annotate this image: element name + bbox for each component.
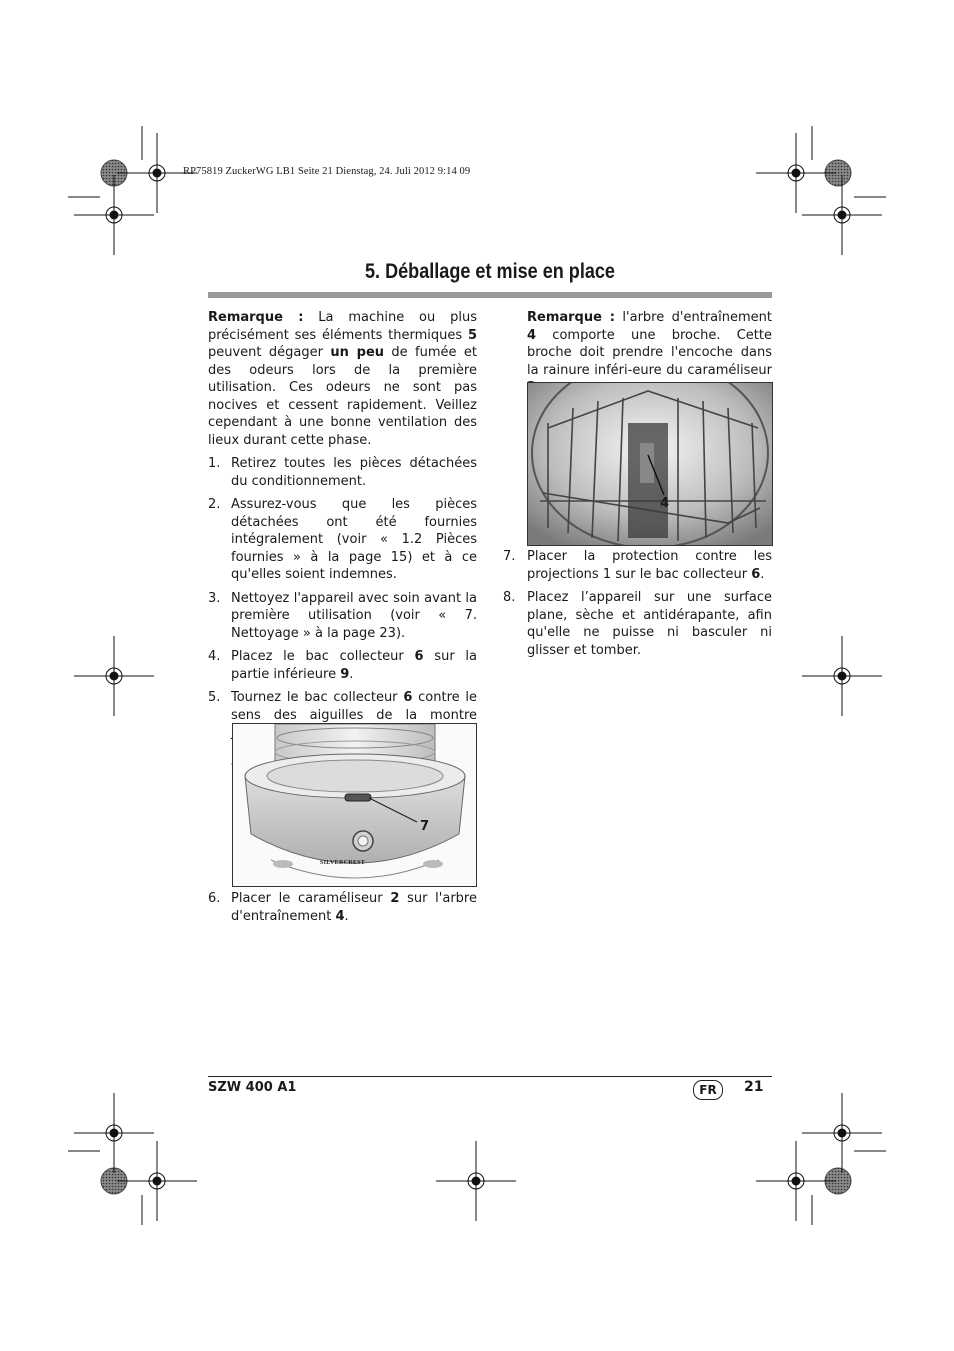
footer-rule [208,1076,772,1077]
left-column [208,309,477,777]
list-item [208,496,477,584]
step-text: contre le sens des aiguilles de la montre [231,690,477,723]
callout-number: 7 [420,819,430,834]
list-item [208,590,477,643]
ref-number: 2 [390,891,400,906]
note-label: Remarque : [208,310,304,325]
emphasis: un peu [330,345,385,360]
step-text: sur la partie inférieure [231,649,477,682]
step-number: 4. [208,649,221,664]
note-text: comporte une broche. Cette broche doit prendre l'encoche dans la rainure inféri-eure du caraméliseur [527,327,772,378]
list-item [208,455,477,490]
model-number: SZW 400 A1 [208,1080,297,1095]
right-column-steps [503,548,772,659]
language-badge: FR [693,1080,723,1100]
step-text: Placez le bac collecteur [231,649,415,664]
step-number: 2. [208,497,221,512]
note-text: La machine ou plus précisément ses éléments thermiques [208,310,477,343]
step-number: 1. [208,456,221,471]
figure-collector-base [232,723,477,887]
step-number: 7. [503,549,516,564]
left-column-step6 [208,890,477,925]
brand-logo: SILVERCREST [320,860,366,866]
ref-number: 4 [335,908,345,924]
step-text: sur l'arbre d'entraînement [231,891,477,924]
step-text: Placer la protection contre les projections 1 sur le bac collecteur [527,549,772,582]
steps-list [503,548,772,659]
title-rule [208,292,772,298]
callout-number: 4 [660,496,670,511]
step-text: Placez l’appareil sur une surface plane, sèche et antidérapante, afin qu'elle ne puisse ni basculer ni glisser et tomber. [527,590,772,658]
ref-number: 9 [340,666,350,682]
step-number: 5. [208,690,221,705]
step-number: 8. [503,590,516,605]
list-item [503,548,772,583]
ref-number: 6 [414,649,424,664]
print-slug: RP75819 ZuckerWG LB1 Seite 21 Dienstag, 24. Juli 2012 9:14 09 [183,166,471,177]
list-item [208,648,477,683]
ref-number: 6 [403,690,413,705]
step-text: Retirez toutes les pièces détachées du conditionnement. [231,456,477,489]
step-text: . [344,908,349,924]
step-number: 3. [208,590,221,606]
list-item [208,890,477,925]
ref-number: 4 [527,327,537,343]
note-text: l'arbre d'entraînement [614,310,772,325]
note-label: Remarque : [527,310,615,325]
note-paragraph [208,309,477,449]
figure-caramelizer [527,382,773,546]
note-text: peuvent dégager [208,345,331,360]
caramelizer-illustration [528,383,772,545]
step-text: Nettoyez l'appareil avec soin avant la première utilisation (voir « 7. Nettoyage » à la page 23). [231,590,477,641]
step-text: Placer le caraméliseur [231,891,391,906]
step-number: 6. [208,891,221,906]
step-text: . [349,666,354,682]
step-text: . [760,566,765,582]
note-text: de fumée et des odeurs lors de la première utilisation. Ces odeurs ne sont pas nocives et cessent rapidement. Veillez cependant à une bonne ventilation des lieux durant cette phase. [208,345,477,448]
list-item [503,589,772,659]
ref-number: 5 [467,327,477,343]
page-number: 21 [744,1079,764,1095]
step-text: Assurez-vous que les pièces détachées ont été fournies intégralement (voir « 1.2 Pièces fournies » à la page 15) et à ce qu'elles soient indemnes. [231,497,477,582]
steps-list [208,890,477,925]
step-text: Tournez le bac collecteur [231,690,404,705]
ref-number: 6 [751,566,761,582]
section-title: 5. Déballage et mise en place [365,260,615,283]
